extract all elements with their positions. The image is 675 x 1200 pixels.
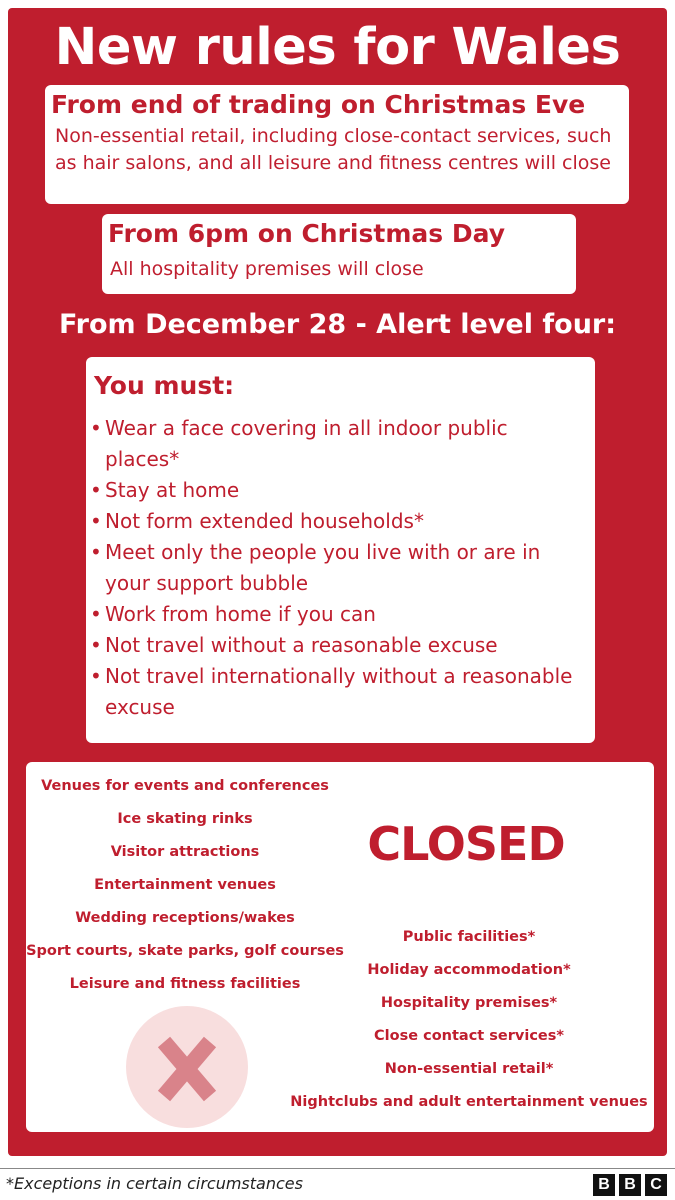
christmas-day-heading: From 6pm on Christmas Day — [108, 219, 505, 248]
list-item: Close contact services* — [374, 1028, 564, 1044]
list-item: Leisure and fitness facilities — [69, 976, 301, 992]
christmas-eve-box — [45, 85, 629, 204]
christmas-day-text: All hospitality premises will close — [110, 258, 424, 280]
list-item: Nightclubs and adult entertainment venues — [290, 1094, 648, 1110]
list-item: Hospitality premises* — [380, 995, 558, 1011]
list-item: Visitor attractions — [110, 844, 260, 860]
list-item: • Work from home if you can — [90, 602, 376, 626]
footnote: *Exceptions in certain circumstances — [6, 1174, 303, 1193]
christmas-day-box — [102, 214, 576, 294]
christmas-eve-heading: From end of trading on Christmas Eve — [51, 90, 586, 119]
list-item: • Meet only the people you live with or are in your support bubble — [90, 540, 541, 595]
logo-letter: B — [593, 1174, 615, 1196]
list-item: Ice skating rinks — [117, 811, 253, 827]
list-item: Venues for events and conferences — [41, 778, 329, 794]
page-title: New rules for Wales — [54, 18, 621, 77]
logo-letter: C — [645, 1174, 667, 1196]
list-item: • Not form extended households* — [90, 509, 424, 533]
alert-level-heading: From December 28 - Alert level four: — [58, 309, 617, 340]
x-icon — [126, 1006, 248, 1128]
list-item: • Not travel without a reasonable excuse — [90, 633, 498, 657]
list-item: • Not travel internationally without a reasonable excuse — [90, 664, 573, 719]
you-must-heading: You must: — [94, 371, 235, 400]
you-must-list — [90, 413, 580, 723]
christmas-eve-text: Non-essential retail, including close-contact services, such as hair salons, and all leisure and fitness centres will close — [55, 125, 612, 174]
closed-list-right — [284, 921, 654, 1119]
list-item: • Wear a face covering in all indoor public places* — [90, 416, 508, 471]
list-item: Sport courts, skate parks, golf courses — [26, 943, 344, 959]
list-item: Holiday accommodation* — [367, 962, 571, 978]
list-item: Entertainment venues — [94, 877, 276, 893]
closed-venues-box — [26, 762, 654, 1132]
logo-letter: B — [619, 1174, 641, 1196]
bbc-logo — [593, 1174, 667, 1196]
closed-label: CLOSED — [367, 817, 565, 871]
list-item: Non-essential retail* — [384, 1061, 554, 1077]
list-item: Wedding receptions/wakes — [75, 910, 295, 926]
list-item: • Stay at home — [90, 478, 240, 502]
list-item: Public facilities* — [402, 929, 536, 945]
you-must-box — [86, 357, 595, 743]
footer-divider — [0, 1168, 675, 1169]
